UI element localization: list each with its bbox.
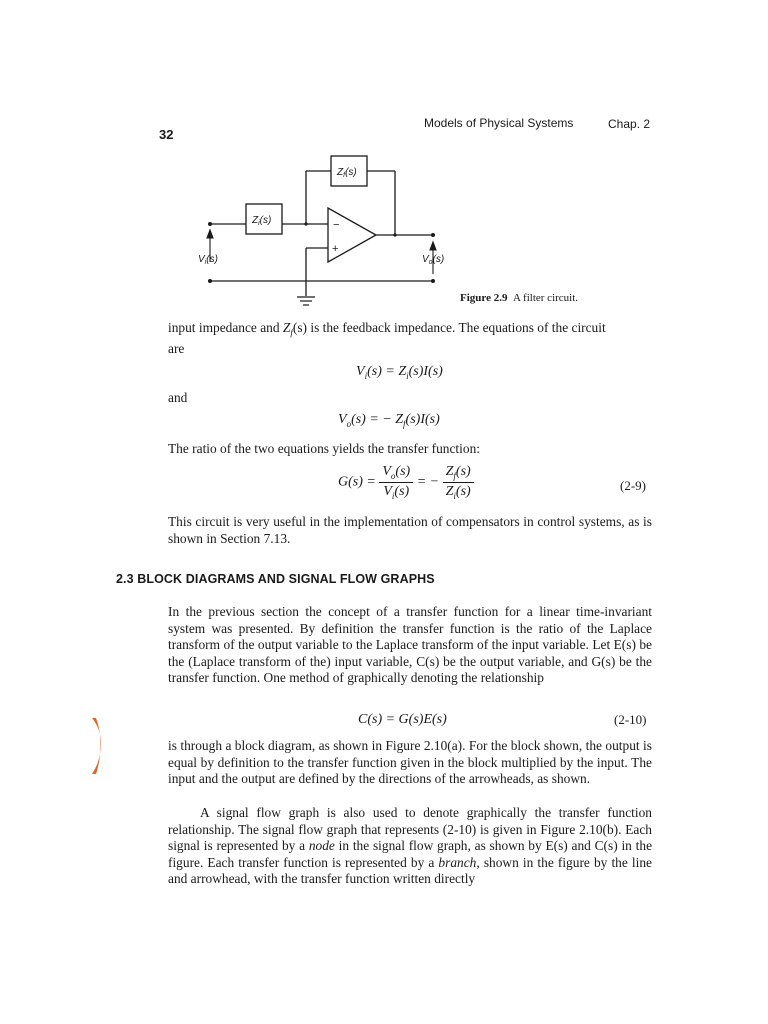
input-terminal-bottom [208, 279, 212, 283]
chapter-label: Chap. 2 [608, 117, 651, 131]
paragraph-transfer-function-intro: In the previous section the concept of a transfer function for a linear time-invariant system was presented. By definition the transfer function is the ratio of the Laplace transform of the output variable to the Laplace transform of the input variable. Let E(s) be the (Laplace transform of the) input variable, C(s) be the output variable, and G(s) be the transfer function. One method of graphically denoting the relationship [168, 604, 652, 685]
margin-marker-icon [90, 718, 106, 774]
op-amp-minus-sign: − [333, 219, 340, 231]
paragraph-signal-flow-graph: A signal flow graph is also used to denote graphically the transfer function relationship. The signal flow graph that represents (2-10) is given in Figure 2.10(b). Each signal is represented by a node in the signal flow graph, as shown by E(s) and C(s) in the figure. Each transfer function is represented by a branch, shown in the figure by the line and arrowhead, with the transfer function written directly [168, 805, 653, 886]
equation-transfer-function: G(s) = $\frac{V_o(s)}{V_i(s)}$ = − $\frac{Z_f(s)}{Z_i(s)}$ [338, 464, 474, 501]
equation-output-voltage: $V_o(s)$ = − $Z_f(s)I(s)$ [338, 412, 440, 429]
paragraph-impedance: input impedance and $Z_f(s)$ is the feedback impedance. The equations of the circuit are [168, 320, 606, 357]
output-terminal-bottom [431, 279, 435, 283]
equation-number-2-9: (2-9) [620, 478, 646, 493]
ratio-sentence: The ratio of the two equations yields the transfer function: [168, 441, 480, 456]
word-and: and [168, 390, 188, 405]
paragraph-compensators: This circuit is very useful in the implementation of compensators in control systems, as is shown in Section 7.13. [168, 514, 652, 546]
paragraph-block-diagram: is through a block diagram, as shown in Figure 2.10(a). For the block shown, the output is equal by definition to the transfer function given in the block multiplied by the input. The input and the output are defined by the directions of the arrowheads, as shown. [168, 738, 652, 786]
page-number: 32 [159, 127, 174, 142]
equation-c-g-e: C(s) = G(s)E(s) [358, 712, 447, 727]
figure-caption-label: Figure 2.9 [460, 292, 508, 304]
section-heading: 2.3 BLOCK DIAGRAMS AND SIGNAL FLOW GRAPHS [116, 572, 435, 586]
output-terminal-top [431, 233, 435, 237]
figure-caption-text: A filter circuit. [512, 292, 579, 304]
equation-input-voltage: $V_i(s) = Z_i(s)I(s)$ [356, 364, 443, 381]
zi-label: $Z_i(s)$ [252, 215, 272, 227]
filter-circuit-diagram [190, 150, 460, 310]
zf-label: $Z_f(s)$ [337, 167, 357, 179]
feedback-node [393, 233, 396, 236]
input-terminal-top [208, 222, 212, 226]
running-title: Models of Physical Systems [424, 116, 574, 130]
fraction-zf-zi: $\frac{Z_f(s)}{Z_i(s)}$ [443, 464, 474, 501]
figure-caption [460, 292, 578, 304]
fraction-vo-vi: $\frac{V_o(s)}{V_i(s)}$ [379, 464, 413, 501]
summing-node [304, 222, 307, 225]
op-amp-plus-sign: + [332, 243, 339, 255]
equation-number-2-10: (2-10) [614, 712, 647, 727]
vi-label: $V_i(s)$ [198, 254, 218, 266]
vo-label: $V_o(s)$ [422, 254, 445, 266]
ground-icon [297, 297, 315, 305]
